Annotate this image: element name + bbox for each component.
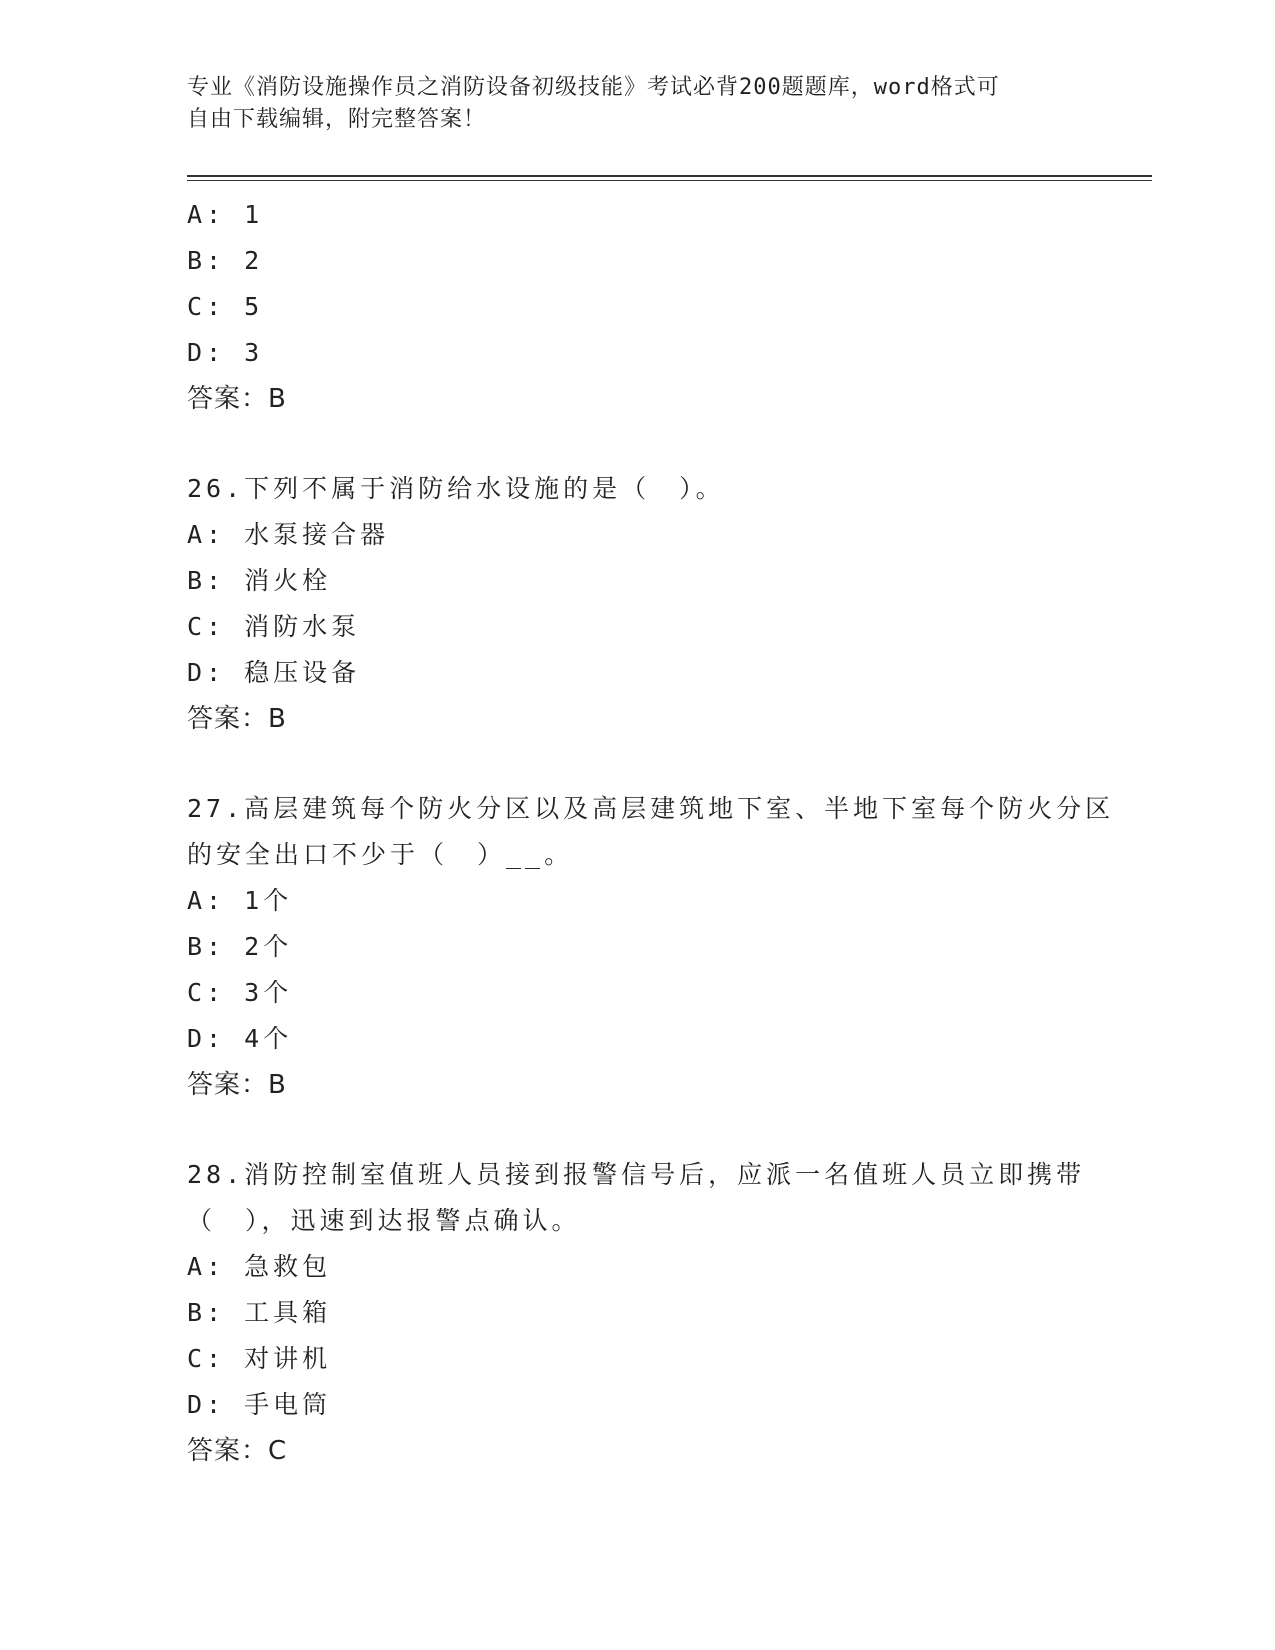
header-line-2: 自由下载编辑，附完整答案！ [187,107,487,132]
header-divider [187,175,1152,181]
option-a: A: 水泵接合器 [187,520,390,549]
question-25 [187,192,1117,422]
option-a: A: 急救包 [187,1252,332,1281]
option-d: D: 4个 [187,1024,293,1053]
option-a: A: 1 [187,200,264,229]
option-a: A: 1个 [187,886,293,915]
question-26 [187,466,1117,742]
answer: 答案：B [187,1070,287,1100]
option-b: B: 消火栓 [187,566,332,595]
option-b: B: 2 [187,246,264,275]
question-text: 27.高层建筑每个防火分区以及高层建筑地下室、半地下室每个防火分区的安全出口不少于（ ）__。 [187,794,1115,869]
option-d: D: 3 [187,338,264,367]
question-text: 28.消防控制室值班人员接到报警信号后，应派一名值班人员立即携带（ ），迅速到达报警点确认。 [187,1160,1086,1235]
option-c: C: 5 [187,292,264,321]
option-c: C: 3个 [187,978,293,1007]
answer: 答案：C [187,1436,288,1466]
header-line-1: 专业《消防设施操作员之消防设备初级技能》考试必背200题题库，word格式可 [187,75,1000,100]
option-c: C: 消防水泵 [187,612,361,641]
option-c: C: 对讲机 [187,1344,332,1373]
answer: 答案：B [187,704,287,734]
option-b: B: 工具箱 [187,1298,332,1327]
question-28 [187,1152,1117,1474]
option-b: B: 2个 [187,932,293,961]
document-header [187,72,1067,136]
option-d: D: 手电筒 [187,1390,332,1419]
answer: 答案：B [187,384,287,414]
question-list [187,192,1117,1474]
question-27 [187,786,1117,1108]
option-d: D: 稳压设备 [187,658,361,687]
question-text: 26.下列不属于消防给水设施的是（ ）。 [187,474,725,503]
